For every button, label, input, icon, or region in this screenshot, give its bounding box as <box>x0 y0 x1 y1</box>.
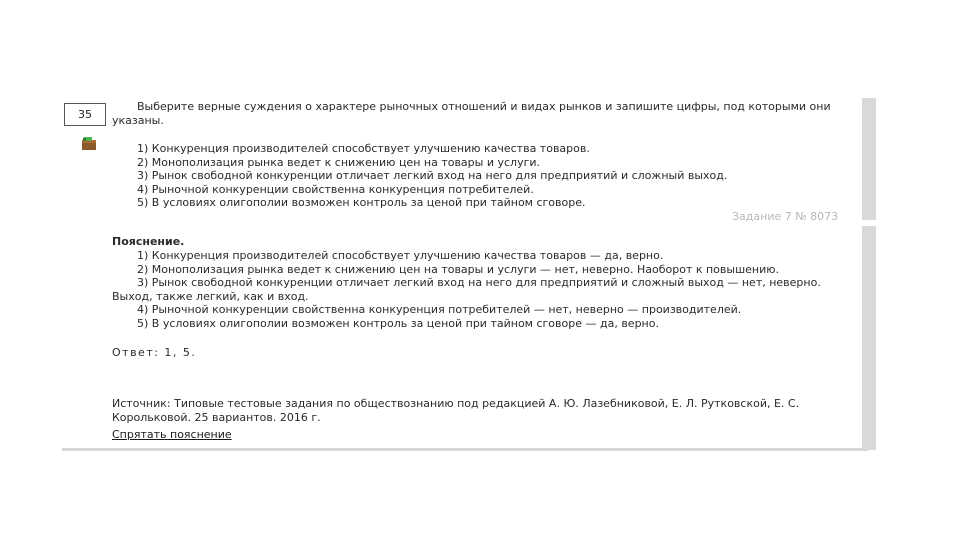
hide-explanation-link[interactable]: Спрятать пояснение <box>112 428 232 441</box>
task-reference[interactable]: Задание 7 № 8073 <box>732 210 839 223</box>
explanation-line: 2) Монополизация рынка ведет к снижению цен на товары и услуги — нет, неверно. Наоборот к повышению. <box>137 262 780 276</box>
explanation-line: Выход, также легкий, как и вход. <box>112 289 309 303</box>
option-item: 5) В условиях олигополии возможен контроль за ценой при тайном сговоре. <box>137 196 586 210</box>
folder-hint-icon[interactable] <box>82 137 96 150</box>
explanation-line: 3) Рынок свободной конкуренции отличает легкий вход на него для предприятий и сложный выход — нет, неверно. <box>137 276 821 290</box>
explanation-title: Пояснение. <box>112 235 185 248</box>
option-item: 2) Монополизация рынка ведет к снижению цен на товары и услуги. <box>137 155 541 169</box>
explanation-line: 4) Рыночной конкуренции свойственна конкуренция потребителей — нет, неверно — производителей. <box>137 303 742 317</box>
answer-text: Ответ: 1, 5. <box>112 346 197 359</box>
options-list <box>137 142 727 210</box>
side-scroll-bar-bottom <box>862 226 876 450</box>
option-item: 4) Рыночной конкуренции свойственна конкуренция потребителей. <box>137 182 534 196</box>
explanation-body <box>112 249 821 331</box>
task-number-box: 35 <box>64 103 106 126</box>
option-item: 1) Конкуренция производителей способствует улучшению качества товаров. <box>137 142 590 155</box>
explanation-line: 1) Конкуренция производителей способствует улучшению качества товаров — да, верно. <box>137 249 664 262</box>
side-scroll-bar-top <box>862 98 876 220</box>
source-text: Источник: Типовые тестовые задания по обществознанию под редакцией А. Ю. Лазебниковой, Е. Л. Рутковской, Е. С. Корольковой. 25 вариантов. 2016 г. <box>112 397 800 424</box>
option-item: 3) Рынок свободной конкуренции отличает легкий вход на него для предприятий и сложный выход. <box>137 169 728 183</box>
explanation-line: 5) В условиях олигополии возможен контроль за ценой при тайном сговоре — да, верно. <box>137 316 659 330</box>
question-statement: Выберите верные суждения о характере рыночных отношений и видах рынков и запишите цифры, под которыми они указаны. <box>112 100 831 127</box>
question-text <box>112 100 847 127</box>
